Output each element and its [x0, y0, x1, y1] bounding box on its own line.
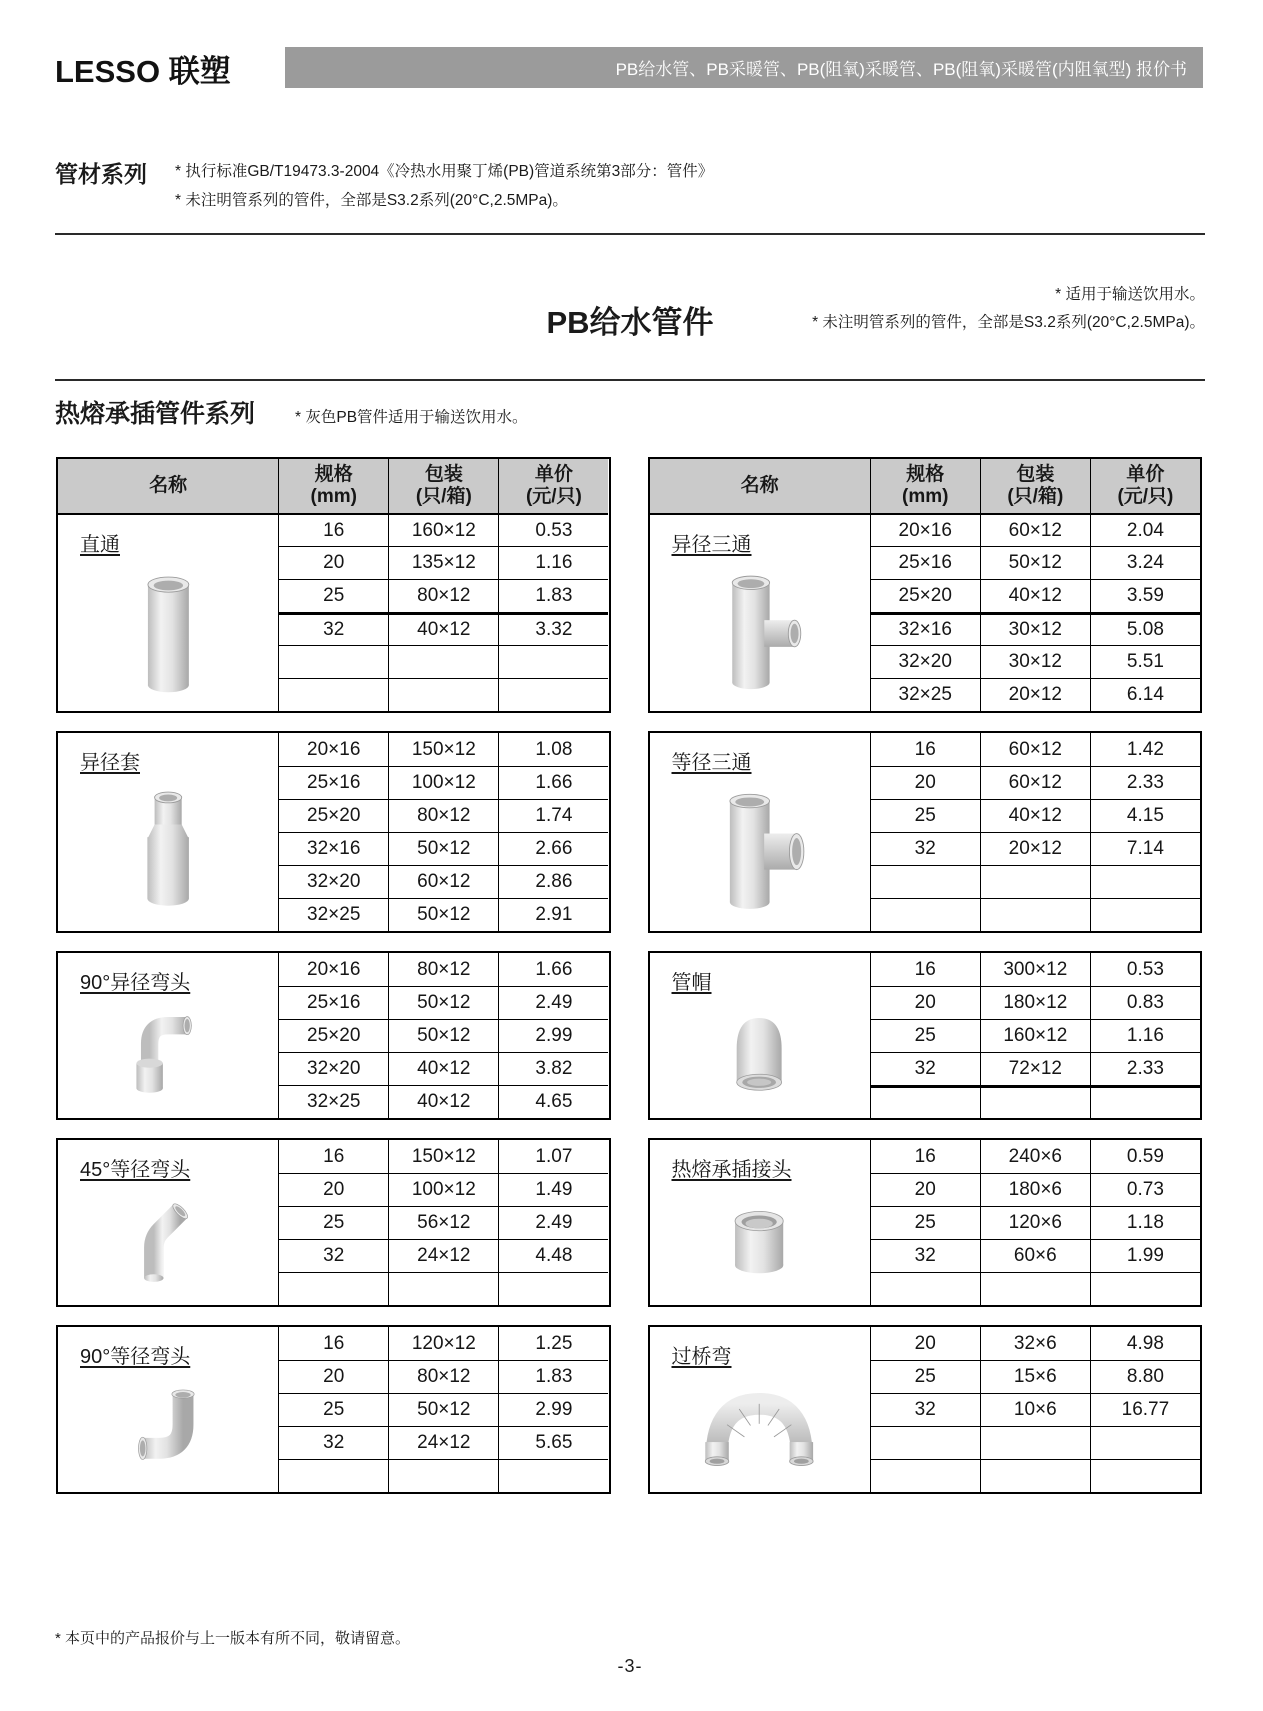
pack-cell: 24×12: [388, 1426, 498, 1459]
fitting-table: [648, 1138, 1203, 1307]
spec-cell: 32: [278, 1426, 388, 1459]
product-name: 90°等径弯头: [80, 1346, 191, 1368]
pack-cell: 40×12: [388, 1052, 498, 1085]
product-image-reducing-socket: [58, 775, 278, 931]
spec-cell: 16: [870, 733, 980, 766]
price-cell: 2.49: [498, 986, 608, 1019]
spec-cell: 20: [278, 1173, 388, 1206]
spec-cell: 20: [870, 986, 980, 1019]
fitting-table: [648, 731, 1203, 933]
page-title: PB给水管件: [546, 305, 714, 340]
pack-cell: 120×6: [980, 1206, 1090, 1239]
price-cell: 2.99: [498, 1019, 608, 1052]
price-cell: 3.24: [1090, 546, 1200, 579]
spec-cell: 20: [870, 1327, 980, 1360]
pack-cell: 50×12: [980, 546, 1090, 579]
pack-cell: 30×12: [980, 645, 1090, 678]
empty-cell: [388, 645, 498, 678]
page-title-note-1: * 适用于输送饮用水。: [1055, 286, 1205, 303]
column-header-line: 包装: [1016, 463, 1055, 485]
price-cell: 4.98: [1090, 1327, 1200, 1360]
price-cell: 2.86: [498, 865, 608, 898]
pack-cell: 20×12: [980, 678, 1090, 711]
empty-cell: [278, 1272, 388, 1305]
empty-cell: [980, 1085, 1090, 1118]
column-header: [388, 459, 498, 513]
empty-cell: [1090, 1085, 1200, 1118]
pack-cell: 56×12: [388, 1206, 498, 1239]
empty-cell: [498, 678, 608, 711]
pack-cell: 40×12: [980, 799, 1090, 832]
price-cell: 2.04: [1090, 513, 1200, 546]
spec-cell: 25×16: [870, 546, 980, 579]
price-cell: 1.16: [1090, 1019, 1200, 1052]
pipe-series-note-1: * 执行标准GB/T19473.3-2004《冷热水用聚丁烯(PB)管道系统第3部分：管件》: [175, 163, 714, 180]
empty-cell: [278, 1459, 388, 1492]
column-header: [278, 459, 388, 513]
fitting-table: [648, 1325, 1203, 1494]
product-name: 过桥弯: [671, 1346, 732, 1368]
empty-cell: [498, 645, 608, 678]
pack-cell: 160×12: [980, 1019, 1090, 1052]
pipe-series-notes: [175, 156, 713, 215]
spec-cell: 32: [278, 612, 388, 645]
column-header: [498, 459, 608, 513]
product-cell: [650, 733, 870, 931]
pack-cell: 20×12: [980, 832, 1090, 865]
price-cell: 2.66: [498, 832, 608, 865]
column-header-name: 名称: [58, 459, 278, 513]
product-image-reducing-tee: [650, 557, 870, 711]
pack-cell: 135×12: [388, 546, 498, 579]
spec-cell: 32×25: [870, 678, 980, 711]
pack-cell: 60×12: [980, 766, 1090, 799]
product-cell: [58, 953, 278, 1118]
empty-cell: [870, 1426, 980, 1459]
spec-cell: 25: [278, 1393, 388, 1426]
empty-cell: [870, 865, 980, 898]
pack-cell: 72×12: [980, 1052, 1090, 1085]
pack-cell: 150×12: [388, 1140, 498, 1173]
pack-cell: 32×6: [980, 1327, 1090, 1360]
price-cell: 1.66: [498, 766, 608, 799]
product-image-elbow-90-reducing: [58, 995, 278, 1118]
product-name: 热熔承插接头: [671, 1159, 792, 1181]
spec-cell: 25: [870, 1206, 980, 1239]
pack-cell: 180×6: [980, 1173, 1090, 1206]
fitting-table: [56, 457, 611, 713]
price-cell: 5.51: [1090, 645, 1200, 678]
pack-cell: 15×6: [980, 1360, 1090, 1393]
product-cell: [650, 953, 870, 1118]
empty-cell: [388, 1459, 498, 1492]
empty-cell: [980, 1272, 1090, 1305]
fitting-table: [56, 1325, 611, 1494]
product-image-straight-coupling: [58, 557, 278, 711]
product-cell: [58, 733, 278, 931]
empty-cell: [498, 1272, 608, 1305]
product-cell: [58, 1327, 278, 1492]
price-cell: 6.14: [1090, 678, 1200, 711]
empty-cell: [1090, 1272, 1200, 1305]
column-header-line: 规格: [314, 463, 353, 485]
pack-cell: 40×12: [980, 579, 1090, 612]
product-image-elbow-45: [58, 1182, 278, 1305]
pack-cell: 50×12: [388, 1393, 498, 1426]
price-cell: 0.59: [1090, 1140, 1200, 1173]
spec-cell: 16: [278, 513, 388, 546]
price-cell: 5.08: [1090, 612, 1200, 645]
product-image-pipe-cap: [650, 995, 870, 1118]
spec-cell: 20: [870, 1173, 980, 1206]
spec-cell: 32×25: [278, 898, 388, 931]
product-image-bridge-bend: [650, 1369, 870, 1492]
pack-cell: 30×12: [980, 612, 1090, 645]
spec-cell: 32: [870, 1393, 980, 1426]
fusion-series-title: 热熔承插管件系列: [55, 400, 256, 428]
pack-cell: 100×12: [388, 766, 498, 799]
pack-cell: 100×12: [388, 1173, 498, 1206]
empty-cell: [980, 1459, 1090, 1492]
pack-cell: 60×12: [980, 733, 1090, 766]
price-cell: 1.08: [498, 733, 608, 766]
pack-cell: 50×12: [388, 1019, 498, 1052]
price-cell: 2.91: [498, 898, 608, 931]
pack-cell: 150×12: [388, 733, 498, 766]
spec-cell: 32: [870, 1052, 980, 1085]
spec-cell: 16: [278, 1327, 388, 1360]
spec-cell: 20: [278, 546, 388, 579]
fusion-series-note: * 灰色PB管件适用于输送饮用水。: [295, 409, 528, 426]
pack-cell: 50×12: [388, 898, 498, 931]
column-header-line: 单价: [1126, 463, 1165, 485]
spec-cell: 20×16: [278, 733, 388, 766]
product-name: 等径三通: [671, 752, 752, 774]
spec-cell: 16: [870, 953, 980, 986]
spec-cell: 20×16: [278, 953, 388, 986]
price-cell: 1.49: [498, 1173, 608, 1206]
pack-cell: 80×12: [388, 953, 498, 986]
pipe-series-title: 管材系列: [55, 161, 147, 187]
fusion-series-heading: [55, 394, 528, 430]
spec-cell: 25×20: [870, 579, 980, 612]
price-cell: 0.53: [498, 513, 608, 546]
empty-cell: [278, 645, 388, 678]
empty-cell: [1090, 1426, 1200, 1459]
price-cell: 1.07: [498, 1140, 608, 1173]
pack-cell: 50×12: [388, 986, 498, 1019]
spec-cell: 32: [870, 832, 980, 865]
price-cell: 8.80: [1090, 1360, 1200, 1393]
product-image-equal-tee: [650, 775, 870, 931]
price-cell: 1.99: [1090, 1239, 1200, 1272]
product-cell: [650, 513, 870, 711]
product-cell: [650, 1140, 870, 1305]
fitting-table: [56, 731, 611, 933]
column-header-line: (mm): [902, 486, 949, 507]
price-cell: 2.33: [1090, 1052, 1200, 1085]
pipe-series-note-2: * 未注明管系列的管件，全部是S3.2系列(20°C,2.5MPa)。: [175, 191, 568, 209]
price-cell: 1.25: [498, 1327, 608, 1360]
spec-cell: 25×16: [278, 986, 388, 1019]
page-number: -3-: [617, 1656, 643, 1676]
spec-cell: 25×20: [278, 1019, 388, 1052]
pack-cell: 40×12: [388, 612, 498, 645]
divider-middle: [55, 379, 1205, 381]
product-name: 90°异径弯头: [80, 972, 191, 994]
spec-cell: 32×20: [870, 645, 980, 678]
price-cell: 5.65: [498, 1426, 608, 1459]
price-cell: 2.49: [498, 1206, 608, 1239]
pack-cell: 80×12: [388, 799, 498, 832]
spec-cell: 16: [870, 1140, 980, 1173]
price-cell: 4.65: [498, 1085, 608, 1118]
column-header-line: (只/箱): [415, 486, 472, 507]
product-image-elbow-90: [58, 1369, 278, 1492]
pack-cell: 300×12: [980, 953, 1090, 986]
price-cell: 7.14: [1090, 832, 1200, 865]
pack-cell: 80×12: [388, 1360, 498, 1393]
pack-cell: 10×6: [980, 1393, 1090, 1426]
spec-cell: 25×20: [278, 799, 388, 832]
product-name: 异径套: [80, 752, 140, 774]
column-header-line: 规格: [906, 463, 945, 485]
spec-cell: 25: [870, 1360, 980, 1393]
price-cell: 3.82: [498, 1052, 608, 1085]
column-header-name: 名称: [650, 459, 870, 513]
product-cell: [650, 1327, 870, 1492]
pack-cell: 24×12: [388, 1239, 498, 1272]
empty-cell: [1090, 898, 1200, 931]
column-header: [980, 459, 1090, 513]
empty-cell: [388, 1272, 498, 1305]
lesso-logo: LESSO 联塑: [55, 54, 231, 89]
column-header-line: (mm): [310, 486, 357, 507]
spec-cell: 25: [278, 1206, 388, 1239]
price-cell: 2.33: [1090, 766, 1200, 799]
empty-cell: [870, 1085, 980, 1118]
price-cell: 3.32: [498, 612, 608, 645]
column-right: [648, 457, 1203, 1494]
pack-cell: 160×12: [388, 513, 498, 546]
pb-fittings-title-block: [55, 281, 1205, 353]
page-title-note-2: * 未注明管系列的管件，全部是S3.2系列(20°C,2.5MPa)。: [812, 313, 1205, 331]
price-cell: 4.15: [1090, 799, 1200, 832]
spec-cell: 20: [278, 1360, 388, 1393]
pack-cell: 40×12: [388, 1085, 498, 1118]
price-cell: 0.53: [1090, 953, 1200, 986]
price-cell: 1.16: [498, 546, 608, 579]
product-cell: [58, 513, 278, 711]
spec-cell: 20×16: [870, 513, 980, 546]
fitting-table: [56, 951, 611, 1120]
empty-cell: [1090, 1459, 1200, 1492]
pack-cell: 60×12: [980, 513, 1090, 546]
pipe-series-section: [55, 156, 713, 215]
price-cell: 1.42: [1090, 733, 1200, 766]
price-cell: 0.73: [1090, 1173, 1200, 1206]
spec-cell: 32: [278, 1239, 388, 1272]
pack-cell: 50×12: [388, 832, 498, 865]
spec-cell: 16: [278, 1140, 388, 1173]
product-name: 管帽: [671, 972, 712, 994]
spec-cell: 32×16: [870, 612, 980, 645]
spec-cell: 32: [870, 1239, 980, 1272]
empty-cell: [278, 678, 388, 711]
price-cell: 2.99: [498, 1393, 608, 1426]
fitting-table: [56, 1138, 611, 1307]
column-header-line: (元/只): [525, 486, 582, 507]
column-header: [870, 459, 980, 513]
empty-cell: [498, 1459, 608, 1492]
empty-cell: [980, 898, 1090, 931]
empty-cell: [980, 1426, 1090, 1459]
price-cell: 1.74: [498, 799, 608, 832]
product-name: 45°等径弯头: [80, 1159, 191, 1181]
price-cell: 1.83: [498, 579, 608, 612]
spec-cell: 25: [278, 579, 388, 612]
empty-cell: [1090, 865, 1200, 898]
column-header-line: 包装: [424, 463, 463, 485]
empty-cell: [980, 865, 1090, 898]
pack-cell: 80×12: [388, 579, 498, 612]
spec-cell: 25: [870, 1019, 980, 1052]
fitting-table: [648, 457, 1203, 713]
empty-cell: [388, 678, 498, 711]
footer-note: * 本页中的产品报价与上一版本有所不同，敬请留意。: [55, 1630, 411, 1647]
divider-top: [55, 233, 1205, 235]
price-cell: 1.18: [1090, 1206, 1200, 1239]
pack-cell: 180×12: [980, 986, 1090, 1019]
pack-cell: 60×6: [980, 1239, 1090, 1272]
spec-cell: 25×16: [278, 766, 388, 799]
price-cell: 0.83: [1090, 986, 1200, 1019]
price-cell: 16.77: [1090, 1393, 1200, 1426]
price-tables: [56, 457, 1202, 1494]
spec-cell: 32×16: [278, 832, 388, 865]
price-cell: 3.59: [1090, 579, 1200, 612]
price-cell: 1.66: [498, 953, 608, 986]
page-title-notes: [812, 281, 1205, 337]
document-title-bar: PB给水管、PB采暖管、PB(阻氧)采暖管、PB(阻氧)采暖管(内阻氧型) 报价书: [285, 47, 1203, 88]
product-name: 异径三通: [671, 534, 752, 556]
empty-cell: [870, 1272, 980, 1305]
pack-cell: 120×12: [388, 1327, 498, 1360]
spec-cell: 25: [870, 799, 980, 832]
spec-cell: 20: [870, 766, 980, 799]
spec-cell: 32×25: [278, 1085, 388, 1118]
price-cell: 4.48: [498, 1239, 608, 1272]
spec-cell: 32×20: [278, 865, 388, 898]
column-header-line: (只/箱): [1007, 486, 1064, 507]
column-header-line: (元/只): [1117, 486, 1174, 507]
pack-cell: 60×12: [388, 865, 498, 898]
empty-cell: [870, 898, 980, 931]
column-header: [1090, 459, 1200, 513]
empty-cell: [870, 1459, 980, 1492]
column-header-line: 单价: [534, 463, 573, 485]
column-left: [56, 457, 611, 1494]
price-cell: 1.83: [498, 1360, 608, 1393]
product-image-fusion-socket: [650, 1182, 870, 1305]
pack-cell: 240×6: [980, 1140, 1090, 1173]
fitting-table: [648, 951, 1203, 1120]
product-cell: [58, 1140, 278, 1305]
spec-cell: 32×20: [278, 1052, 388, 1085]
product-name: 直通: [80, 534, 120, 556]
